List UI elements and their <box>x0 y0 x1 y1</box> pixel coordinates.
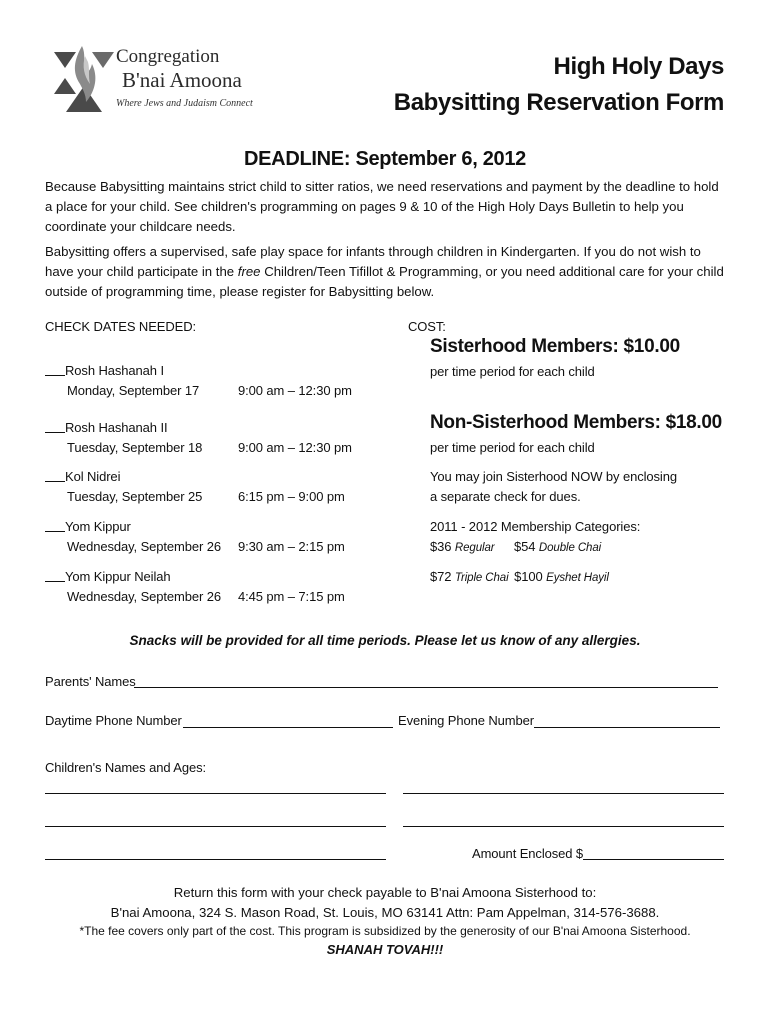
child-name-field-5[interactable] <box>45 859 386 860</box>
child-name-field-1[interactable] <box>45 793 386 794</box>
date-option-name: Rosh Hashanah II <box>65 420 168 435</box>
date-option-date: Tuesday, September 25 <box>67 489 203 504</box>
date-option-date: Wednesday, September 26 <box>67 539 222 554</box>
date-option-time: 9:30 am – 2:15 pm <box>238 539 345 554</box>
daytime-phone-label: Daytime Phone Number <box>45 713 182 728</box>
join-note-line1: You may join Sisterhood NOW by enclosing <box>430 469 677 484</box>
date-option-date: Monday, September 17 <box>67 383 200 398</box>
date-check-blank[interactable] <box>45 481 65 482</box>
cat-double-chai-amount: $54 <box>514 539 536 554</box>
cat-eyshet-hayil-amount: $100 <box>514 569 543 584</box>
date-option-time: 4:45 pm – 7:15 pm <box>238 589 345 604</box>
sisterhood-price-note: per time period for each child <box>430 364 595 379</box>
sisterhood-price: Sisterhood Members: $10.00 <box>430 336 680 357</box>
date-check-blank[interactable] <box>45 375 65 376</box>
date-check-blank[interactable] <box>45 531 65 532</box>
date-option-name: Rosh Hashanah I <box>65 363 164 378</box>
logo-name-line2: B'nai Amoona <box>122 68 242 92</box>
cat-regular-amount: $36 <box>430 539 452 554</box>
footer-shanah-tovah: SHANAH TOVAH!!! <box>326 942 444 957</box>
deadline-heading: DEADLINE: September 6, 2012 <box>244 148 526 170</box>
date-check-blank[interactable] <box>45 432 65 433</box>
evening-phone-label: Evening Phone Number <box>398 713 535 728</box>
date-option-date: Wednesday, September 26 <box>67 589 222 604</box>
date-option-name: Yom Kippur <box>65 519 131 534</box>
date-option-time: 9:00 am – 12:30 pm <box>238 440 352 455</box>
logo-name-line1: Congregation <box>116 46 220 67</box>
join-note-line2: a separate check for dues. <box>430 489 581 504</box>
check-dates-heading: CHECK DATES NEEDED: <box>45 319 196 334</box>
amount-enclosed-field[interactable] <box>583 859 724 860</box>
snacks-note: Snacks will be provided for all time periods. Please let us know of any allergies. <box>129 633 641 648</box>
intro-p2-end: Children/Teen Tifillot & Programming, or you need additional care for your child outside of programming time, please register for Babysitting below. <box>45 264 724 299</box>
child-name-field-2[interactable] <box>403 793 724 794</box>
evening-phone-field[interactable] <box>534 727 720 728</box>
child-name-field-3[interactable] <box>45 826 386 827</box>
date-option-time: 9:00 am – 12:30 pm <box>238 383 352 398</box>
parents-names-field[interactable] <box>134 687 718 688</box>
intro-p2-start: Babysitting offers a supervised, safe play space for infants through children in Kindergarten. If you do not wish to have your child participate in the <box>45 244 701 279</box>
cat-triple-chai-amount: $72 <box>430 569 452 584</box>
parents-names-label: Parents' Names <box>45 674 136 689</box>
cat-regular-name: Regular <box>454 542 495 554</box>
intro-p2-free: free <box>237 264 261 279</box>
child-name-field-4[interactable] <box>403 826 724 827</box>
footer-return-line: Return this form with your check payable to B'nai Amoona Sisterhood to: <box>173 885 597 900</box>
membership-categories-heading: 2011 - 2012 Membership Categories: <box>430 519 641 534</box>
membership-category-row-2 <box>430 567 609 588</box>
date-option-time: 6:15 pm – 9:00 pm <box>238 489 345 504</box>
date-option-name: Kol Nidrei <box>65 469 121 484</box>
amount-enclosed-label: Amount Enclosed $ <box>472 846 584 861</box>
logo-tagline: Where Jews and Judaism Connect <box>116 98 253 109</box>
date-option-name: Yom Kippur Neilah <box>65 569 171 584</box>
footer-fee-note: *The fee covers only part of the cost. This program is subsidized by the generosity of our B'nai Amoona Sisterhood. <box>79 924 691 938</box>
star-flame-emblem-icon <box>52 42 118 114</box>
date-option-date: Tuesday, September 18 <box>67 440 203 455</box>
cat-eyshet-hayil-name: Eyshet Hayil <box>546 572 609 584</box>
cat-triple-chai-name: Triple Chai <box>454 572 509 584</box>
form-title-line1: High Holy Days <box>553 53 724 80</box>
childrens-names-label: Children's Names and Ages: <box>45 760 207 775</box>
cat-double-chai-name: Double Chai <box>538 542 602 554</box>
footer-address-line: B'nai Amoona, 324 S. Mason Road, St. Louis, MO 63141 Attn: Pam Appelman, 314-576-3688. <box>110 905 660 920</box>
congregation-logo <box>44 36 284 118</box>
intro-paragraph-2 <box>45 242 725 302</box>
form-title-line2: Babysitting Reservation Form <box>393 89 724 116</box>
non-sisterhood-price: Non-Sisterhood Members: $18.00 <box>430 412 722 433</box>
membership-category-row-1 <box>430 537 601 558</box>
cost-heading: COST: <box>408 319 446 334</box>
non-sisterhood-price-note: per time period for each child <box>430 440 595 455</box>
date-check-blank[interactable] <box>45 581 65 582</box>
intro-paragraph-1: Because Babysitting maintains strict child to sitter ratios, we need reservations and payment by the deadline to hold a place for your child. See children's programming on pages 9 & 10 of the High Holy Days Bulletin to help you coordinate your childcare needs. <box>45 179 719 234</box>
daytime-phone-field[interactable] <box>183 727 393 728</box>
